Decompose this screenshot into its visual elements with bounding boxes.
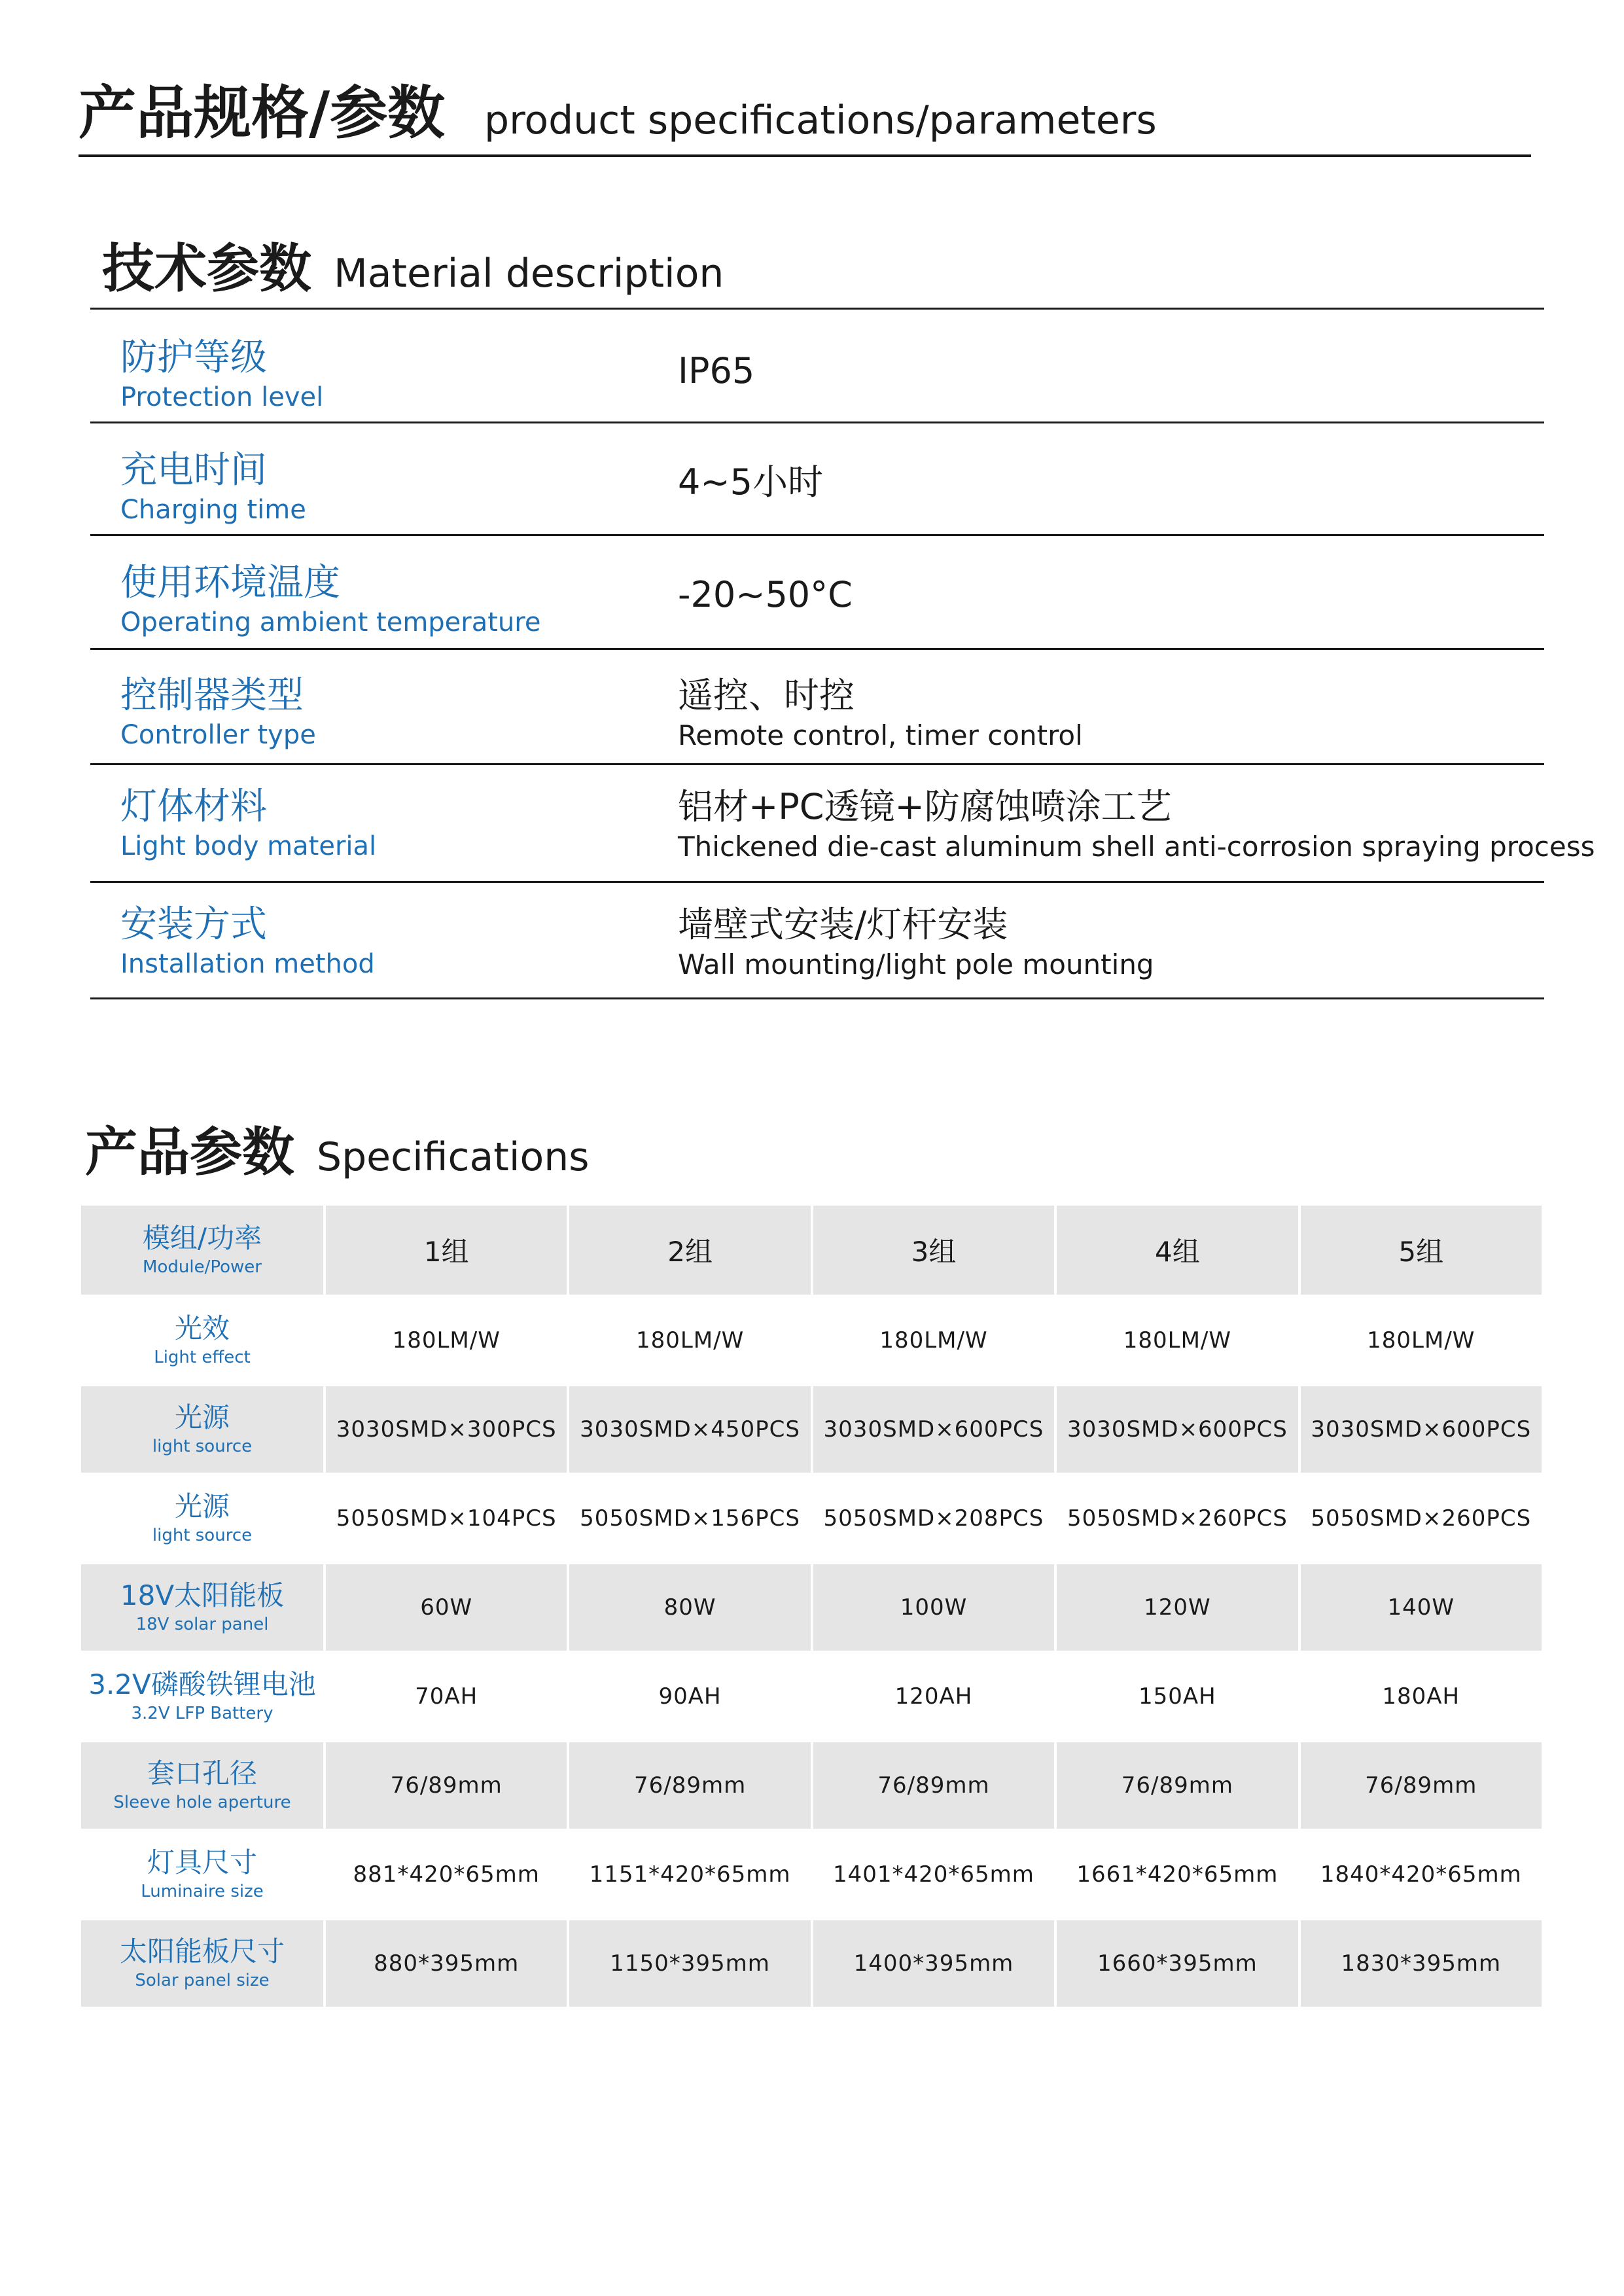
table-cell: 120AH [813,1653,1054,1742]
column-header: 4组 [1057,1206,1297,1297]
table-row [81,1564,1542,1653]
row-label [81,1386,323,1475]
tech-row-installation-method [90,883,1544,999]
table-cell: 90AH [569,1653,810,1742]
table-row [81,1297,1542,1386]
table-cell: 76/89mm [326,1742,567,1831]
row-label-zh: 光源 [174,1490,230,1522]
table-cell: 1400*395mm [813,1920,1054,2009]
row-label-zh: 18V太阳能板 [120,1579,285,1611]
row-label [81,1297,323,1386]
tech-value-main: 遥控、时控 [678,675,855,716]
column-header: 5组 [1301,1206,1542,1297]
table-cell: 150AH [1057,1653,1297,1742]
tech-row-light-body-material [90,765,1595,883]
row-label-en: light source [152,1437,253,1456]
specs-table [79,1206,1544,2009]
table-cell: 60W [326,1564,567,1653]
specs-heading-en: Specifications [317,1134,590,1180]
row-label [81,1653,323,1742]
table-row [81,1653,1542,1742]
table-cell: 180LM/W [569,1297,810,1386]
table-cell: 76/89mm [813,1742,1054,1831]
tech-value-en: Wall mounting/light pole mounting [678,948,1154,980]
table-cell: 76/89mm [1301,1742,1542,1831]
tech-value-main: -20~50°C [678,574,853,615]
row-label-en: Solar panel size [135,1971,270,1990]
row-label-zh: 套口孔径 [147,1757,257,1789]
tech-value [678,573,1542,617]
tech-label [120,448,306,527]
tech-row-ambient-temperature [90,536,1544,650]
tech-value [678,349,1542,393]
row-label-en: Module/Power [143,1257,262,1277]
table-cell: 1150*395mm [569,1920,810,2009]
tech-label-en: Protection level [120,382,324,412]
row-label-en: Sleeve hole aperture [113,1793,291,1812]
tech-label-en: Controller type [120,720,316,750]
tech-value [678,673,1542,753]
tech-value-en: Remote control, timer control [678,719,1083,751]
table-cell: 80W [569,1564,810,1653]
page-title-zh: 产品规格/参数 [79,79,446,147]
tech-value [678,460,1542,505]
tech-value-main: IP65 [678,350,755,391]
row-label-en: light source [152,1526,253,1545]
table-cell: 3030SMD×450PCS [569,1386,810,1475]
tech-row-controller-type [90,650,1544,765]
tech-heading-zh: 技术参数 [102,238,311,299]
table-cell: 1840*420*65mm [1301,1831,1542,1920]
tech-label-zh: 防护等级 [120,336,267,379]
column-header: 3组 [813,1206,1054,1297]
row-label-zh: 模组/功率 [142,1222,262,1254]
row-label-zh: 灯具尺寸 [147,1846,257,1878]
column-header: 1组 [326,1206,567,1297]
row-label-zh: 3.2V磷酸铁锂电池 [88,1668,316,1700]
tech-parameter-list [90,308,1595,999]
table-cell: 180AH [1301,1653,1542,1742]
table-cell: 180LM/W [813,1297,1054,1386]
table-cell: 1660*395mm [1057,1920,1297,2009]
tech-value-main: 铝材+PC透镜+防腐蚀喷涂工艺 [678,786,1172,827]
table-cell: 1151*420*65mm [569,1831,810,1920]
tech-value-en: Thickened die-cast aluminum shell anti-corrosion spraying process [678,831,1595,863]
tech-value [678,785,1595,865]
column-header: 2组 [569,1206,810,1297]
table-row [81,1920,1542,2009]
row-label [81,1475,323,1564]
table-cell: 5050SMD×156PCS [569,1475,810,1564]
table-header-row [81,1206,1542,1297]
tech-value-main: 4~5小时 [678,461,823,503]
table-cell: 140W [1301,1564,1542,1653]
table-cell: 3030SMD×600PCS [813,1386,1054,1475]
tech-row-protection-level [90,310,1544,423]
page-header [79,77,1531,157]
table-cell: 180LM/W [326,1297,567,1386]
table-cell: 180LM/W [1057,1297,1297,1386]
table-cell: 5050SMD×260PCS [1301,1475,1542,1564]
table-cell: 881*420*65mm [326,1831,567,1920]
tech-label-en: Light body material [120,831,377,861]
table-row [81,1831,1542,1920]
tech-label-en: Charging time [120,495,306,525]
tech-label-zh: 安装方式 [120,903,267,946]
row-label [81,1920,323,2009]
row-label-en: Light effect [154,1348,251,1367]
tech-label-zh: 控制器类型 [120,674,304,717]
table-cell: 180LM/W [1301,1297,1542,1386]
tech-label-zh: 灯体材料 [120,785,267,828]
row-label-zh: 太阳能板尺寸 [119,1935,285,1967]
table-cell: 3030SMD×600PCS [1057,1386,1297,1475]
row-label-en: 3.2V LFP Battery [131,1704,274,1723]
table-cell: 100W [813,1564,1054,1653]
row-label-zh: 光效 [174,1312,230,1344]
row-label [81,1831,323,1920]
tech-label [120,785,376,863]
row-label-zh: 光源 [174,1401,230,1433]
table-cell: 70AH [326,1653,567,1742]
specs-heading [85,1110,589,1185]
table-cell: 5050SMD×208PCS [813,1475,1054,1564]
tech-label [120,336,323,414]
tech-label-en: Installation method [120,949,375,979]
specs-heading-zh: 产品参数 [85,1122,294,1183]
table-cell: 1830*395mm [1301,1920,1542,2009]
tech-value-main: 墙壁式安装/灯杆安装 [678,904,1008,945]
table-cell: 1661*420*65mm [1057,1831,1297,1920]
tech-value [678,903,1542,982]
row-label [81,1742,323,1831]
row-label [81,1206,323,1297]
tech-label-zh: 充电时间 [120,449,267,492]
page-title-en: product specifications/parameters [484,98,1157,143]
row-label-en: 18V solar panel [135,1615,269,1634]
tech-label-zh: 使用环境温度 [120,562,340,604]
table-cell: 3030SMD×600PCS [1301,1386,1542,1475]
table-cell: 5050SMD×260PCS [1057,1475,1297,1564]
table-cell: 3030SMD×300PCS [326,1386,567,1475]
table-cell: 5050SMD×104PCS [326,1475,567,1564]
tech-heading [102,226,724,302]
table-cell: 1401*420*65mm [813,1831,1054,1920]
tech-row-charging-time [90,423,1544,536]
table-row [81,1475,1542,1564]
table-cell: 120W [1057,1564,1297,1653]
table-cell: 880*395mm [326,1920,567,2009]
tech-label [120,903,375,981]
tech-heading-en: Material description [334,251,724,296]
table-row [81,1742,1542,1831]
row-label-en: Luminaire size [141,1882,264,1901]
row-label [81,1564,323,1653]
table-cell: 76/89mm [569,1742,810,1831]
tech-label [120,673,316,752]
table-cell: 76/89mm [1057,1742,1297,1831]
tech-label [120,561,540,639]
table-row [81,1386,1542,1475]
tech-label-en: Operating ambient temperature [120,607,541,637]
